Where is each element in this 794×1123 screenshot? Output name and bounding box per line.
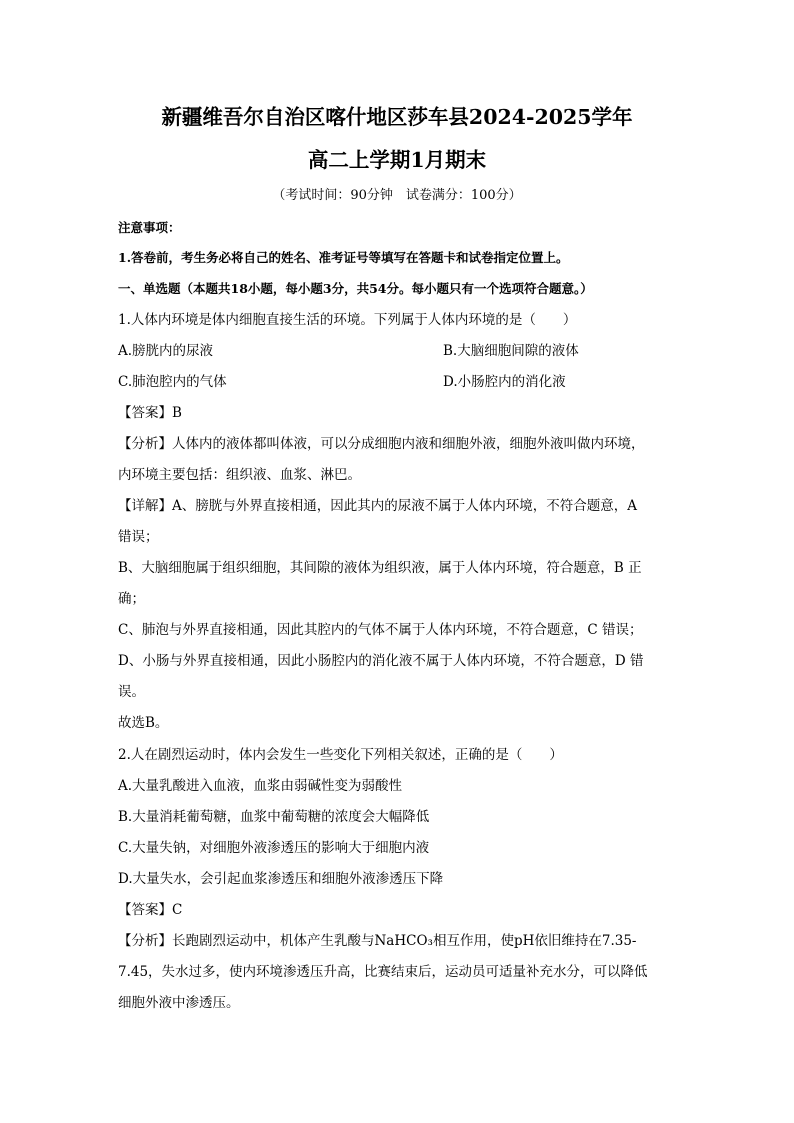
q2-option-a: A.大量乳酸进入血液，血浆由弱碱性变为弱酸性 [118,778,403,794]
q1-detail-line-6: D、小肠与外界直接相通，因此小肠腔内的消化液不属于人体内环境，不符合题意，D 错 [118,653,644,669]
q1-detail-line-3: B、大脑细胞属于组织细胞，其间隙的液体为组织液，属于人体内环境，符合题意，B 正 [118,560,642,576]
q1-option-d: D.小肠腔内的消化液 [443,374,566,390]
q1-option-a: A.膀胱内的尿液 [118,343,214,359]
notes-heading: 注意事项： [118,220,181,235]
title-line-1: 新疆维吾尔自治区喀什地区莎车县2024-2025学年 [161,105,633,129]
q2-analysis-line-2: 7.45，失水过多，使内环境渗透压升高，比赛结束后，运动员可适量补充水分，可以降低 [118,964,648,980]
q2-option-b: B.大量消耗葡萄糖，血浆中葡萄糖的浓度会大幅降低 [118,809,430,825]
q1-option-c: C.肺泡腔内的气体 [118,374,227,390]
q2-analysis-line-1: 【分析】长跑剧烈运动中，机体产生乳酸与NaHCO₃相互作用，使pH依旧维持在7.35- [118,933,637,949]
q2-stem: 2.人在剧烈运动时，体内会发生一些变化下列相关叙述，正确的是（ ） [118,747,563,763]
q2-option-c: C.大量失钠，对细胞外液渗透压的影响大于细胞内液 [118,840,430,856]
note-1: 1.答卷前，考生务必将自己的姓名、准考证号等填写在答题卡和试卷指定位置上。 [118,250,569,265]
section-heading: 一、单选题（本题共18小题，每小题3分，共54分。每小题只有一个选项符合题意。） [118,281,593,296]
q1-detail-line-5: C、肺泡与外界直接相通，因此其腔内的气体不属于人体内环境，不符合题意，C 错误； [118,622,643,638]
q2-answer: 【答案】C [118,902,183,918]
exam-info: （考试时间：90分钟 试卷满分：100分） [272,188,522,203]
q2-analysis-line-3: 细胞外液中渗透压。 [118,995,240,1011]
q1-stem: 1.人体内环境是体内细胞直接生活的环境。下列属于人体内环境的是（ ） [118,312,577,328]
q2-option-d: D.大量失水，会引起血浆渗透压和细胞外液渗透压下降 [118,871,444,887]
q1-detail-line-1: 【详解】A、膀胱与外界直接相通，因此其内的尿液不属于人体内环境，不符合题意，A [118,498,637,514]
q1-detail-line-2: 错误； [118,529,159,545]
q1-answer: 【答案】B [118,405,182,421]
q1-option-b: B.大脑细胞间隙的液体 [443,343,579,359]
title-line-2: 高二上学期1月期末 [307,148,487,172]
q1-conclusion: 故选B。 [118,715,169,731]
q1-detail-line-4: 确； [118,591,145,607]
q1-detail-line-7: 误。 [118,684,145,700]
q1-analysis-line-2: 内环境主要包括：组织液、血浆、淋巴。 [118,467,361,483]
q1-analysis-line-1: 【分析】人体内的液体都叫体液，可以分成细胞内液和细胞外液，细胞外液叫做内环境， [118,436,645,452]
